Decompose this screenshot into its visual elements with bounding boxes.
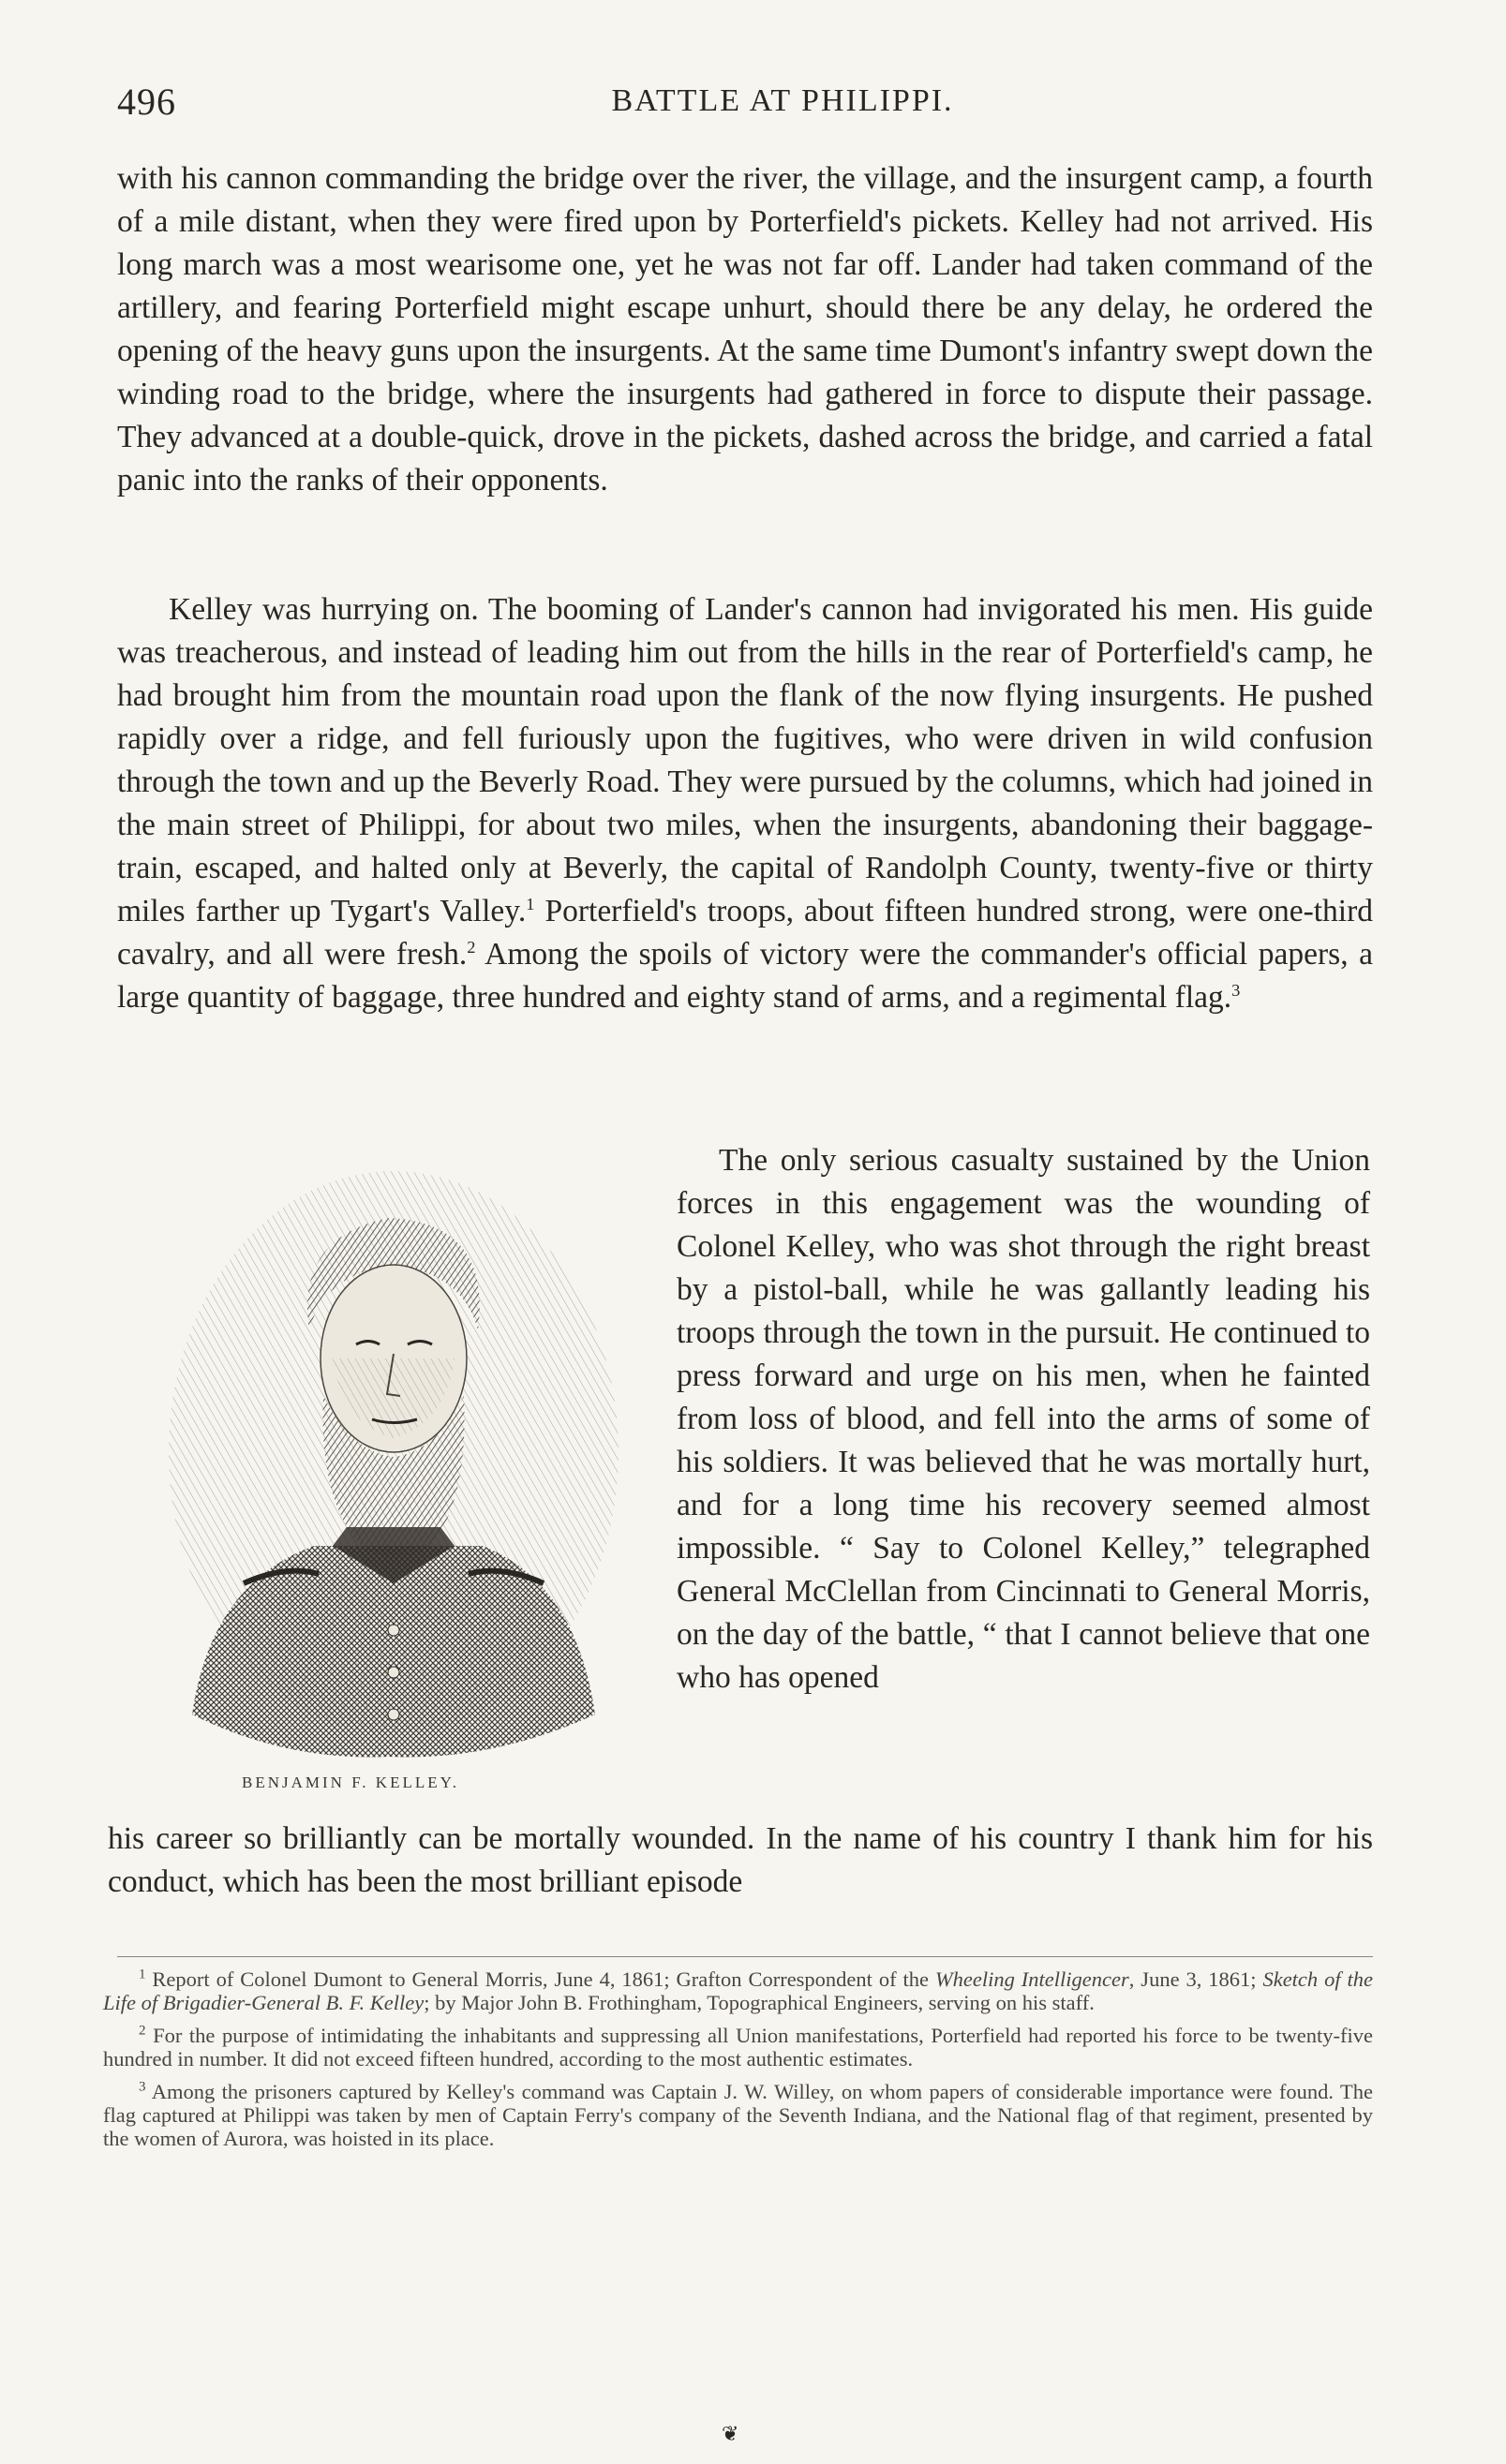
portrait-illustration-icon [155, 1143, 633, 1780]
paragraph-3: The only serious casualty sustained by the Union forces in this engagement was the wounding of Colonel Kelley, who was shot through the right breast by a pistol-ball, while he was gallantly leading his troops through the town in the pursuit. He continued to press forward and urge on his men, when he fainted from loss of blood, and fell into the arms of some of his soldiers. It was believed that he was mortally hurt, and for a long time his recovery seemed almost impossible. “ Say to Colonel Kelley,” telegraphed General McClellan from Cincinnati to General Morris, on the day of the battle, “ that I cannot believe that one who has opened [677, 1143, 1370, 1695]
footnote-1-sketch-title: Sketch of the Life of Brigadier-General B. F. Kelley [103, 1967, 1373, 2014]
paragraph-1: with his cannon commanding the bridge over the river, the village, and the insurgent camp, a fourth of a mile distant, when they were fired upon by Porterfield's pickets. Kelley had not arrived. His long march was a most wearisome one, yet he was not far off. Lander had taken command of the artillery, and fearing Porterfield might escape unhurt, should there be any delay, he ordered the opening of the heavy guns upon the insurgents. At the same time Dumont's infantry swept down the winding road to the bridge, where the insurgents had gathered in force to dispute their passage. They advanced at a double-quick, drove in the pickets, dashed across the bridge, and carried a fatal panic into the ranks of their opponents. [117, 161, 1373, 497]
footnote-1-author: ; by Major John B. Frothingham, Topographical Engineers, serving on his staff. [424, 1991, 1095, 2014]
footnote-2 [103, 2024, 1373, 2071]
paragraph-4: his career so brilliantly can be mortally wounded. In the name of his country I thank him for his conduct, which has been the most brilliant episode [108, 1821, 1373, 1899]
footnote-3-text: Among the prisoners captured by Kelley's command was Captain J. W. Willey, on whom papers of considerable importance were found. The flag captured at Philippi was taken by men of Captain Ferry's company of the Seventh Indiana, and the National flag of that regiment, presented by the women of Aurora, was hoisted in its place. [103, 2080, 1373, 2150]
footnote-1-source: Wheeling Intelligencer [934, 1967, 1129, 1991]
running-head [117, 80, 1373, 126]
paragraph-2 [117, 588, 1373, 1019]
paragraph-2-text-c: Among the spoils of victory were the commander's official papers, a large quantity of baggage, three hundred and eighty stand of arms, and a regimental flag. [117, 937, 1373, 1015]
note-reference-2[interactable]: 2 [467, 937, 476, 957]
footnote-3-number: 3 [139, 2079, 146, 2095]
footnote-1-text: Report of Colonel Dumont to General Morris, June 4, 1861; Grafton Correspondent of the [152, 1967, 935, 1991]
fleuron-ornament-icon: ❦ [722, 2422, 739, 2445]
footnote-2-text: For the purpose of intimidating the inhabitants and suppressing all Union manifestations, Porterfield had reported his force to be twenty-five hundred in number. It did not exceed fifteen hundred, according to the most authentic estimates. [103, 2024, 1374, 2071]
footnote-2-number: 2 [139, 2023, 146, 2039]
figure-caption: BENJAMIN F. KELLEY. [242, 1774, 459, 1791]
footnote-3 [103, 2080, 1373, 2150]
portrait-engraving [155, 1143, 633, 1780]
footnote-1-date: , June 3, 1861; [1128, 1967, 1263, 1991]
footnote-1 [103, 1967, 1373, 2014]
footnotes [103, 1967, 1373, 2160]
footnote-1-number: 1 [139, 1967, 146, 1982]
note-reference-1[interactable]: 1 [526, 894, 535, 913]
paragraph-2-text-b: Porterfield's troops, about fifteen hundred strong, were one-third cavalry, and all were fresh. [117, 894, 1373, 972]
chapter-title: BATTLE AT PHILIPPI. [611, 83, 954, 118]
paragraph-2-text-a: Kelley was hurrying on. The booming of Lander's cannon had invigorated his men. His guide was treacherous, and instead of leading him out from the hills in the rear of Porterfield's camp, he had brought him from the mountain road upon the flank of the now flying insurgents. He pushed rapidly over a ridge, and fell furiously upon the fugitives, who were driven in wild confusion through the town and up the Beverly Road. They were pursued by the columns, which had joined in the main street of Philippi, for about two miles, when the insurgents, abandoning their baggage-train, escaped, and halted only at Beverly, the capital of Randolph County, twenty-five or thirty miles farther up Tygart's Valley. [117, 592, 1373, 928]
page-number: 496 [117, 81, 176, 123]
footnote-divider [117, 1956, 1373, 1957]
note-reference-3[interactable]: 3 [1231, 980, 1241, 1000]
